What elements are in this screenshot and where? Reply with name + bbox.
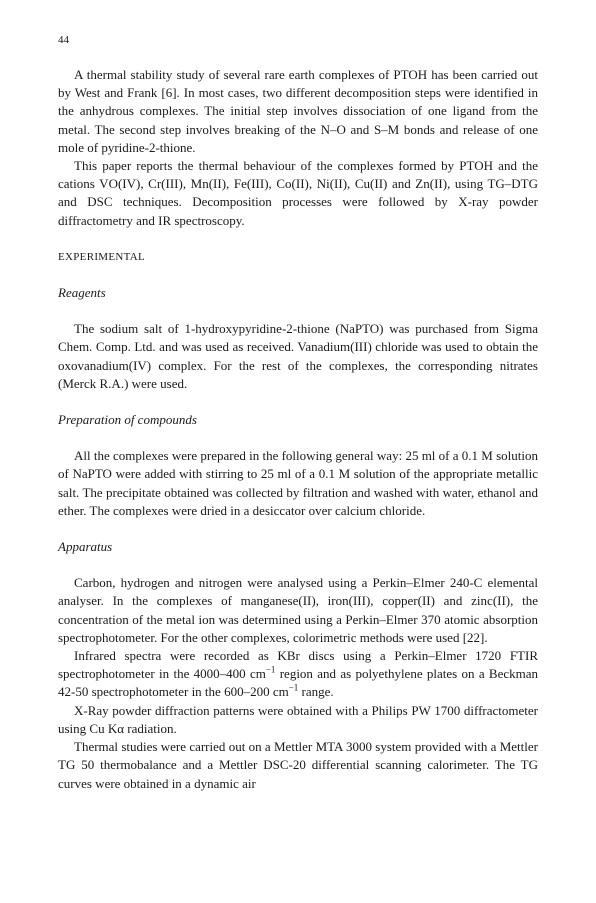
intro-paragraph-1: A thermal stability study of several rare earth complexes of PTOH has been carried out by West and Frank [6]. In most cases, two different decomposition steps were identified in the anhydrous complexes. The initial step involves dissociation of one ligand from the metal. The second step involves breaking of the N–O and S–M bonds and release of one mole of pyridine-2-thione. (58, 67, 538, 155)
apparatus-paragraph-2 (58, 647, 538, 702)
section-heading-experimental: EXPERIMENTAL (58, 250, 146, 263)
subheading-apparatus: Apparatus (58, 539, 113, 555)
apparatus-paragraph-4: Thermal studies were carried out on a Mettler MTA 3000 system provided with a Mettler TG 50 thermobalance and a Mettler DSC-20 differential scanning calorimeter. The TG curves were obtained in a dynamic air (58, 739, 538, 791)
subheading-reagents: Reagents (58, 285, 106, 301)
superscript-minus-one: −1 (288, 683, 299, 694)
page-number: 44 (58, 34, 69, 46)
ir-text-b: region and as polyethylene plates on a Beckman 42-50 spectrophotometer in the 600–200 cm (58, 666, 538, 700)
ir-text-c: range. (298, 684, 334, 700)
preparation-paragraph: All the complexes were prepared in the following general way: 25 ml of a 0.1 M solution of NaPTO were added with stirring to 25 ml of a 0.1 M solution of the appropriate metallic salt. The precipitate obtained was collected by filtration and washed with water, ethanol and ether. The complexes were dried in a desiccator over calcium chloride. (58, 448, 538, 518)
ir-text-a: Infrared spectra were recorded as KBr discs using a Perkin–Elmer 1720 FTIR spectrophotometer in the 4000–400 cm (58, 648, 538, 682)
apparatus-paragraph-1: Carbon, hydrogen and nitrogen were analysed using a Perkin–Elmer 240-C elemental analyser. In the complexes of manganese(II), iron(III), copper(II) and zinc(II), the concentration of the metal ion was determined using a Perkin–Elmer 370 atomic absorption spectrophotometer. For the other complexes, colorimetric methods were used [22]. (58, 575, 538, 645)
intro-paragraph-2: This paper reports the thermal behaviour of the complexes formed by PTOH and the cations VO(IV), Cr(III), Mn(II), Fe(III), Co(II), Ni(II), Cu(II) and Zn(II), using TG–DTG and DSC techniques. Decomposition processes were followed by X-ray powder diffractometry and IR spectroscopy. (58, 158, 538, 228)
superscript-minus-one: −1 (265, 664, 276, 675)
article-body (58, 66, 538, 793)
reagents-paragraph: The sodium salt of 1-hydroxypyridine-2-thione (NaPTO) was purchased from Sigma Chem. Comp. Ltd. and was used as received. Vanadium(III) chloride was used to obtain the oxovanadium(IV) complex. For the rest of the complexes, the corresponding nitrates (Merck R.A.) were used. (58, 321, 538, 391)
apparatus-paragraph-3: X-Ray powder diffraction patterns were obtained with a Philips PW 1700 diffractometer using Cu Kα radiation. (58, 702, 538, 736)
subheading-preparation: Preparation of compounds (58, 412, 197, 428)
